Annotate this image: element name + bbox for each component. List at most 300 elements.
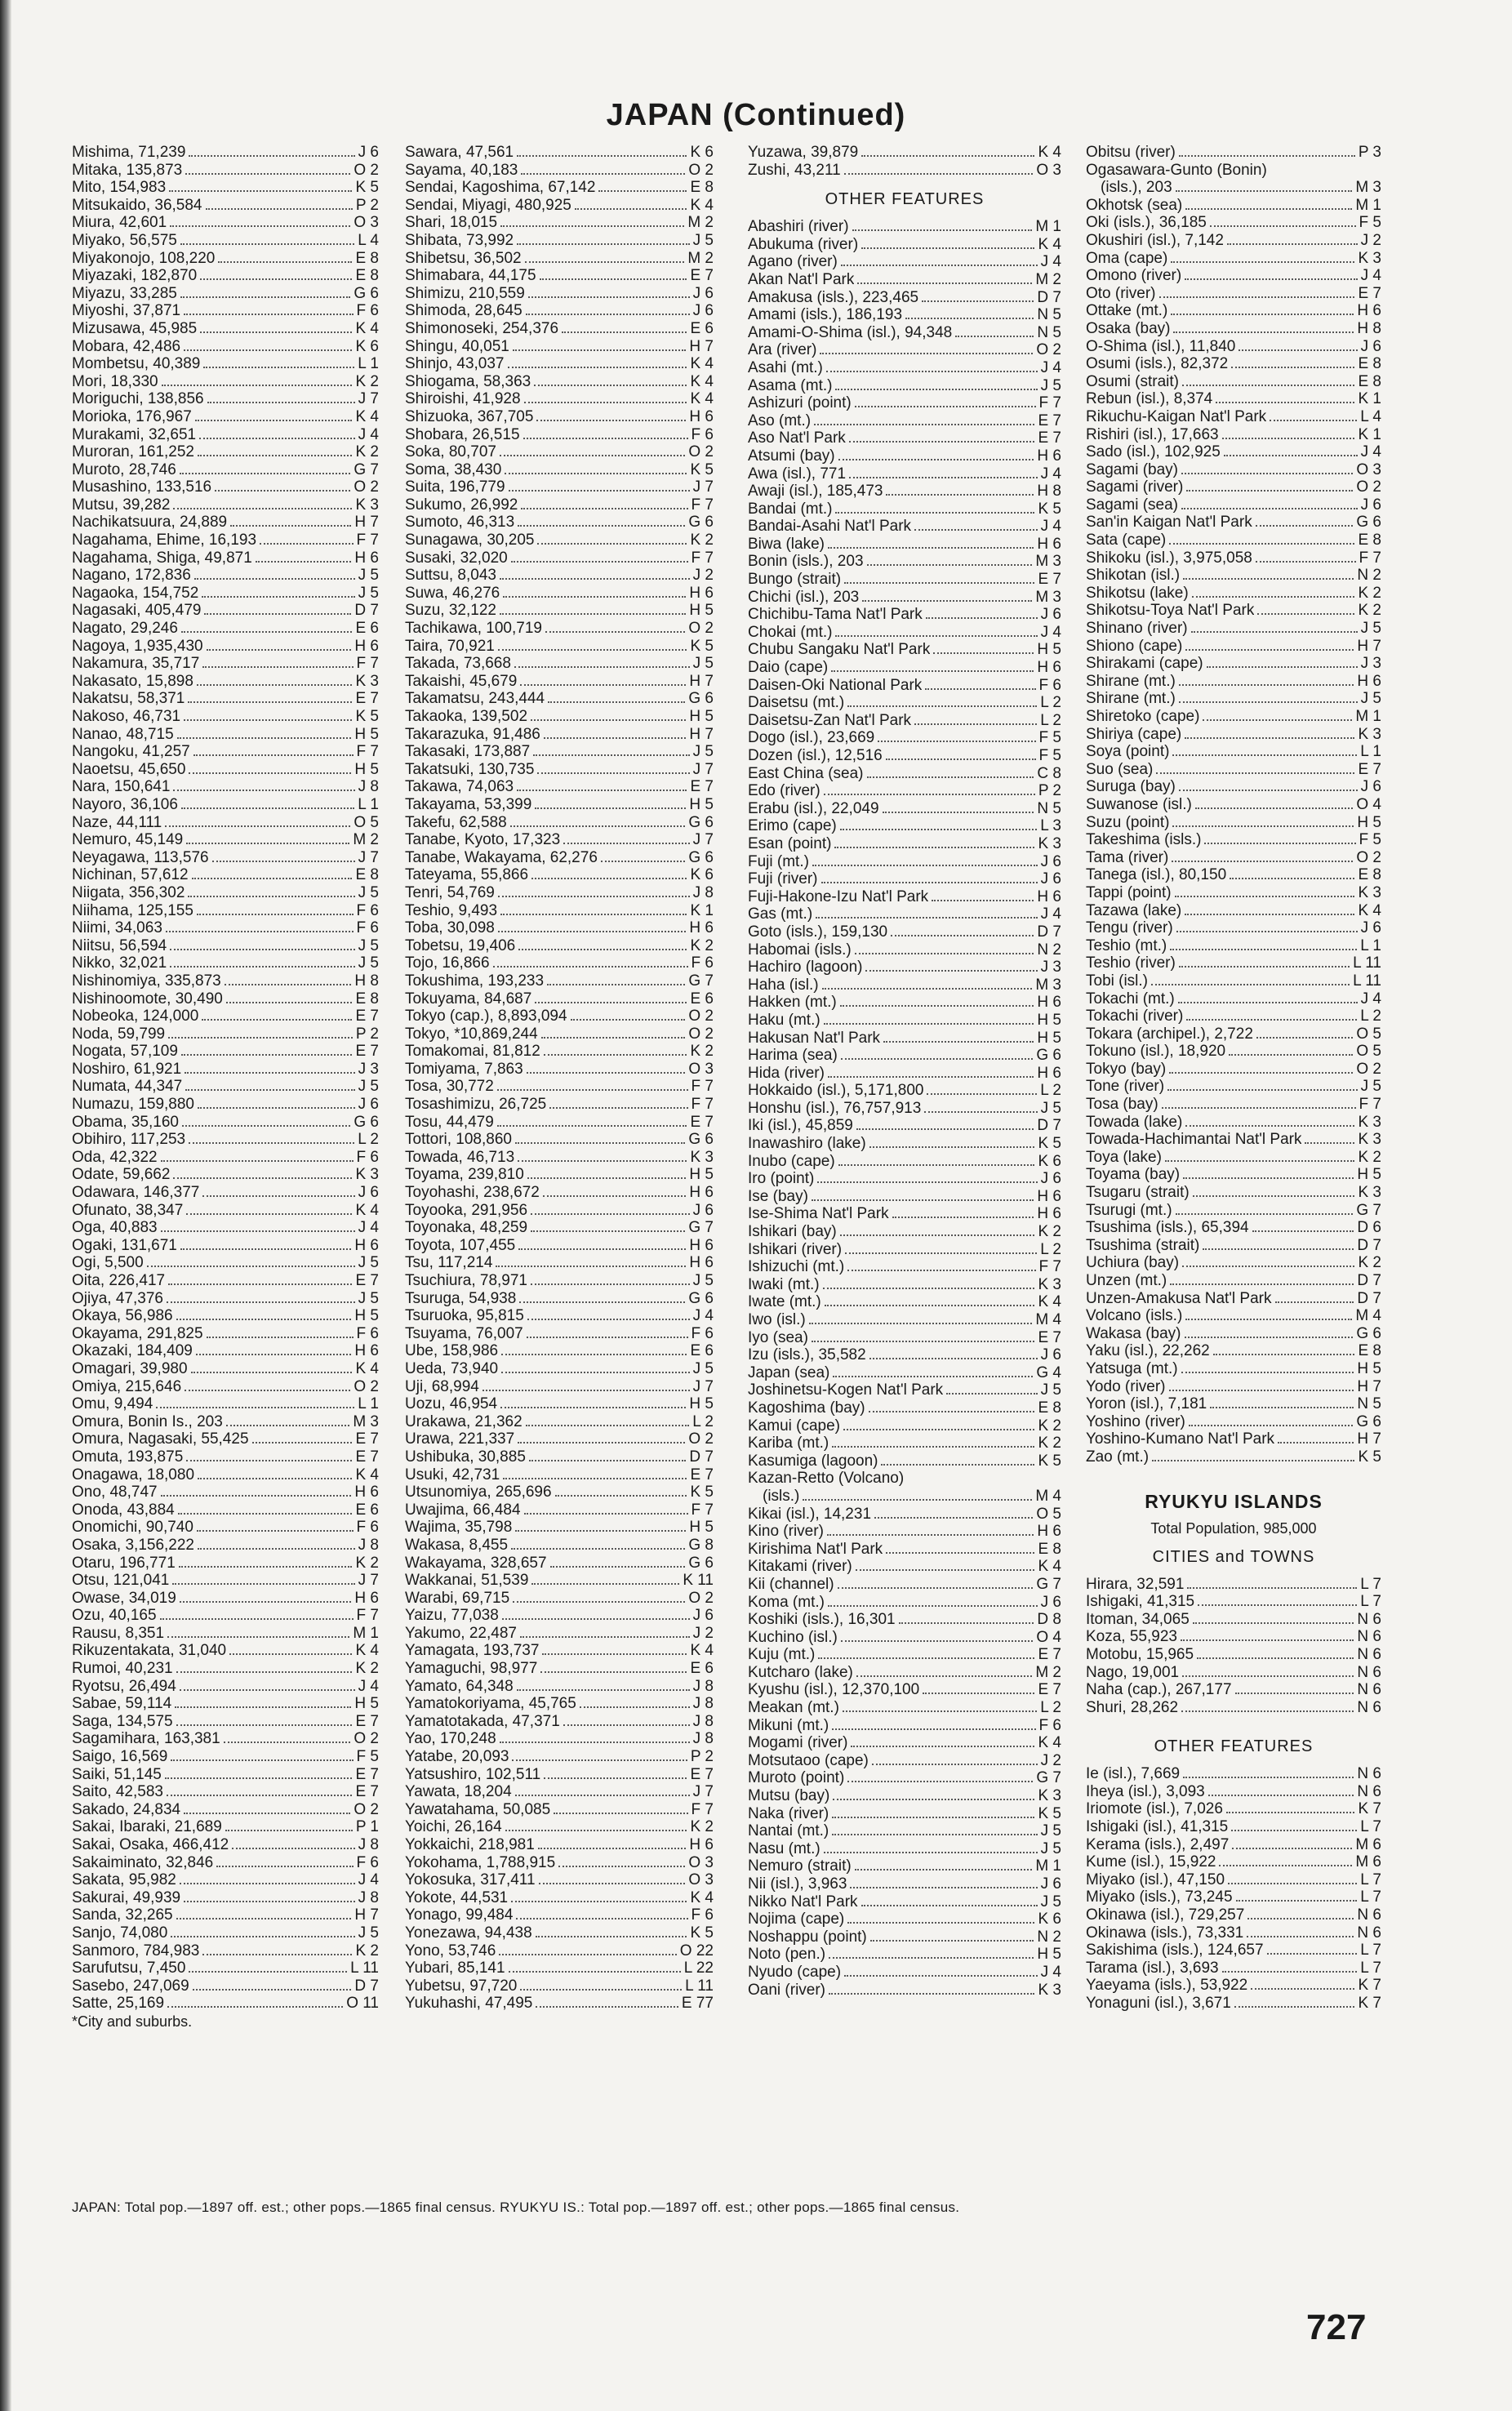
grid-reference: L 1 <box>358 1395 379 1413</box>
entry-name: Odate, 59,662 <box>72 1166 171 1184</box>
leader-dots <box>165 1777 353 1779</box>
index-entry <box>72 232 379 250</box>
entry-name: Ushibuka, 30,885 <box>405 1448 526 1466</box>
grid-reference: E 8 <box>355 267 379 285</box>
leader-dots <box>260 543 354 545</box>
grid-reference: H 5 <box>689 1395 714 1413</box>
entry-name: Mitaka, 135,873 <box>72 161 183 179</box>
index-entry <box>72 972 379 990</box>
leader-dots <box>1192 596 1355 598</box>
grid-reference: L 1 <box>1360 743 1381 761</box>
leader-dots <box>180 296 351 298</box>
leader-dots <box>1189 1425 1354 1426</box>
entry-name: Zushi, 43,211 <box>748 161 841 179</box>
entry-name: Hirara, 32,591 <box>1086 1575 1185 1593</box>
entry-name: Satte, 25,169 <box>72 1995 165 2013</box>
entry-name: Yoshino-Kumano Nat'l Park <box>1086 1430 1275 1448</box>
leader-dots <box>521 173 685 175</box>
index-entry <box>1086 549 1381 567</box>
index-entry <box>72 1748 379 1766</box>
grid-reference: D 7 <box>1357 1236 1381 1254</box>
leader-dots <box>1181 1372 1354 1373</box>
grid-reference: N 2 <box>1357 567 1381 585</box>
entry-name: Nagaoka, 154,752 <box>72 584 199 602</box>
index-entry <box>1086 814 1381 832</box>
leader-dots <box>207 649 352 651</box>
index-entry <box>405 1395 714 1413</box>
index-entry <box>748 1082 1061 1100</box>
index-entry <box>748 1752 1061 1770</box>
leader-dots <box>500 578 690 580</box>
entry-name: Takaoka, 139,502 <box>405 708 528 725</box>
entry-name: Utsunomiya, 265,696 <box>405 1484 552 1501</box>
leader-dots <box>535 1002 687 1003</box>
index-entry <box>72 814 379 832</box>
index-entry <box>748 1611 1061 1629</box>
leader-dots <box>537 772 689 774</box>
index-entry <box>405 1025 714 1043</box>
entry-name: Shiroishi, 41,928 <box>405 390 521 408</box>
grid-reference: F 6 <box>356 919 379 937</box>
index-entry <box>1086 320 1381 338</box>
entry-name: Agano (river) <box>748 253 838 271</box>
grid-reference: H 6 <box>1037 1523 1061 1541</box>
leader-dots <box>1170 1283 1354 1285</box>
entry-name: Okinawa (isl.), 729,257 <box>1086 1906 1245 1924</box>
leader-dots <box>832 1728 1035 1730</box>
index-entry <box>748 729 1061 747</box>
grid-reference: H 6 <box>689 1836 714 1853</box>
index-entry <box>1086 478 1381 496</box>
grid-reference: L 7 <box>1360 1888 1381 1906</box>
grid-reference: H 6 <box>1037 1205 1061 1223</box>
grid-reference: O 3 <box>1356 460 1381 478</box>
entry-name: Hachiro (lagoon) <box>748 959 863 976</box>
index-entry <box>1086 1888 1381 1906</box>
leader-dots <box>161 1230 355 1232</box>
entry-name: Teshio (mt.) <box>1086 936 1167 954</box>
grid-reference: L 7 <box>1360 1959 1381 1977</box>
leader-dots <box>840 829 1038 830</box>
leader-dots <box>549 1107 687 1109</box>
leader-dots <box>1208 1795 1354 1796</box>
leader-dots <box>517 155 687 157</box>
index-entry <box>1086 232 1381 250</box>
index-entry <box>748 1576 1061 1594</box>
entry-name: Tsushima (isls.), 65,394 <box>1086 1219 1249 1237</box>
entry-name: (isls.) <box>763 1487 800 1505</box>
grid-reference: K 5 <box>1038 500 1061 518</box>
entry-name: Nii (isl.), 3,963 <box>748 1875 847 1893</box>
index-entry <box>1086 1836 1381 1854</box>
index-entry <box>748 905 1061 923</box>
grid-reference: K 7 <box>1358 1977 1381 1995</box>
entry-name: Nantai (mt.) <box>748 1822 829 1840</box>
index-entry <box>405 302 714 320</box>
entry-name: O-Shima (isl.), 11,840 <box>1086 337 1236 355</box>
entry-name: Tokyo (bay) <box>1086 1060 1167 1078</box>
entry-name: Shimabara, 44,175 <box>405 267 536 285</box>
entry-name: Edo (river) <box>748 782 820 800</box>
leader-dots <box>147 1266 355 1267</box>
grid-reference: L 2 <box>1040 1082 1061 1100</box>
grid-reference: M 1 <box>353 1624 379 1642</box>
leader-dots <box>518 1248 686 1250</box>
entry-name: Ishikari (river) <box>748 1240 843 1258</box>
index-entry <box>72 1096 379 1114</box>
entry-name: Miyako (isls.), 73,245 <box>1086 1888 1233 1906</box>
grid-reference: F 7 <box>356 743 379 761</box>
grid-reference: J 5 <box>1360 690 1381 708</box>
index-entry <box>405 1836 714 1854</box>
grid-reference: L 11 <box>1353 972 1381 990</box>
grid-reference: D 7 <box>1037 923 1061 941</box>
leader-dots <box>167 1636 349 1638</box>
grid-reference: N 6 <box>1357 1924 1381 1942</box>
index-entry <box>1086 1818 1381 1836</box>
grid-reference: O 11 <box>346 1995 379 2013</box>
leader-dots <box>1172 825 1354 827</box>
index-column-2 <box>405 144 714 2013</box>
grid-reference: K 5 <box>1038 1452 1061 1470</box>
leader-dots <box>1230 878 1354 879</box>
index-entry <box>1086 1448 1381 1466</box>
grid-reference: K 4 <box>355 1359 379 1377</box>
grid-reference: F 6 <box>356 1519 379 1537</box>
index-entry <box>405 673 714 691</box>
grid-reference: L 11 <box>685 1977 714 1995</box>
index-entry <box>405 1519 714 1537</box>
index-entry <box>1086 355 1381 373</box>
index-entry <box>1086 1096 1381 1114</box>
index-entry <box>405 954 714 972</box>
entry-name: Takarazuka, 91,486 <box>405 725 540 743</box>
index-entry <box>72 1360 379 1378</box>
grid-reference: O 2 <box>688 620 714 638</box>
index-entry <box>405 1237 714 1255</box>
index-entry <box>748 941 1061 959</box>
entry-name: Yubetsu, 97,720 <box>405 1977 518 1995</box>
index-entry <box>1086 1995 1381 2013</box>
grid-reference: M 3 <box>1035 976 1061 994</box>
index-entry <box>405 796 714 814</box>
leader-dots <box>803 1499 1032 1501</box>
index-entry <box>72 919 379 937</box>
grid-reference: N 6 <box>1357 1906 1381 1924</box>
grid-reference: M 2 <box>1035 1663 1061 1681</box>
grid-reference: K 4 <box>690 196 714 214</box>
leader-dots <box>814 424 1034 425</box>
grid-reference: E 8 <box>1358 1342 1381 1360</box>
leader-dots <box>536 1936 687 1937</box>
index-entry <box>748 1311 1061 1329</box>
index-entry <box>1086 1325 1381 1343</box>
leader-dots <box>1178 1002 1358 1003</box>
leader-dots <box>188 896 354 897</box>
index-entry <box>72 1484 379 1501</box>
entry-name: Tokara (archipel.), 2,722 <box>1086 1025 1253 1043</box>
grid-reference: H 6 <box>689 1254 714 1272</box>
grid-reference: L 7 <box>1360 1818 1381 1836</box>
leader-dots <box>1210 1407 1354 1408</box>
leader-dots <box>869 1411 1035 1412</box>
other-features-header: OTHER FEATURES <box>825 190 985 209</box>
grid-reference: H 5 <box>354 760 379 778</box>
index-entry <box>405 496 714 514</box>
index-entry <box>1086 1254 1381 1272</box>
grid-reference: F 7 <box>691 1501 714 1519</box>
entry-name: Tsuruga, 54,938 <box>405 1289 517 1307</box>
grid-reference: E 8 <box>1038 1399 1061 1417</box>
entry-name: East China (sea) <box>748 764 864 782</box>
grid-reference: O 22 <box>679 1942 714 1959</box>
grid-reference: N 2 <box>1037 941 1061 959</box>
grid-reference: M 1 <box>1355 708 1381 725</box>
entry-name: Nemuro (strait) <box>748 1857 852 1875</box>
entry-name: Shari, 18,015 <box>405 214 498 232</box>
grid-reference: J 6 <box>1040 1875 1061 1893</box>
grid-reference: O 2 <box>688 443 714 461</box>
entry-name: Niimi, 34,063 <box>72 919 162 937</box>
index-entry <box>72 1854 379 1872</box>
index-entry <box>72 1413 379 1431</box>
entry-name: Tanabe, Wakayama, 62,276 <box>405 848 598 866</box>
grid-reference: J 3 <box>1360 655 1381 673</box>
leader-dots <box>828 547 1034 549</box>
grid-reference: F 6 <box>356 1148 379 1166</box>
grid-reference: K 3 <box>1038 1981 1061 1999</box>
leader-dots <box>843 1429 1034 1430</box>
leader-dots <box>170 966 354 968</box>
entry-name: Muroran, 161,252 <box>72 443 194 461</box>
leader-dots <box>500 914 687 915</box>
leader-dots <box>175 1706 351 1708</box>
index-entry <box>748 1734 1061 1752</box>
leader-dots <box>926 617 1038 619</box>
index-entry <box>405 814 714 832</box>
leader-dots <box>1181 508 1358 509</box>
leader-dots <box>180 1601 352 1603</box>
grid-reference: K 1 <box>1358 425 1381 443</box>
grid-reference: N 5 <box>1037 799 1061 817</box>
leader-dots <box>571 1019 686 1021</box>
index-entry <box>405 250 714 268</box>
entry-name: Toyooka, 291,956 <box>405 1201 528 1219</box>
entry-name: Iwate (mt.) <box>748 1293 821 1311</box>
grid-reference: H 6 <box>689 584 714 602</box>
leader-dots <box>515 1530 686 1532</box>
leader-dots <box>1267 1953 1358 1955</box>
index-entry <box>1086 796 1381 814</box>
grid-reference: K 2 <box>355 443 379 461</box>
entry-name: Tone (river) <box>1086 1078 1165 1096</box>
entry-name: Tobetsu, 19,406 <box>405 936 516 954</box>
grid-reference: E 77 <box>681 1995 714 2013</box>
leader-dots <box>176 1319 352 1320</box>
leader-dots <box>167 1301 355 1303</box>
leader-dots <box>198 455 352 456</box>
entry-name: Saigo, 16,569 <box>72 1748 168 1766</box>
entry-name: Okhotsk (sea) <box>1086 196 1183 214</box>
grid-reference: D 7 <box>354 602 379 620</box>
leader-dots <box>528 296 690 298</box>
leader-dots <box>203 367 354 368</box>
leader-dots <box>519 1301 685 1303</box>
entry-name: Toba, 30,098 <box>405 919 495 937</box>
entry-name: Toya (lake) <box>1086 1148 1162 1166</box>
grid-reference: J 5 <box>358 1254 379 1272</box>
grid-reference: K 4 <box>355 1642 379 1660</box>
entry-name: Tokachi (mt.) <box>1086 990 1175 1008</box>
leader-dots <box>1305 1142 1354 1144</box>
entry-name: Nachikatsuura, 24,889 <box>72 514 228 532</box>
grid-reference: D 8 <box>1037 1611 1061 1629</box>
index-entry <box>748 782 1061 800</box>
grid-reference: J 6 <box>358 1096 379 1114</box>
index-entry <box>405 778 714 796</box>
leader-dots <box>816 917 1037 919</box>
index-entry <box>748 306 1061 324</box>
index-entry <box>748 1452 1061 1470</box>
index-entry <box>72 1307 379 1325</box>
leader-dots <box>849 441 1035 443</box>
entry-name: Oda, 42,322 <box>72 1148 158 1166</box>
grid-reference: N 5 <box>1037 306 1061 324</box>
index-entry <box>405 267 714 285</box>
leader-dots <box>834 847 1034 848</box>
grid-reference: E 7 <box>1038 1328 1061 1346</box>
index-entry <box>405 1818 714 1836</box>
index-entry <box>72 302 379 320</box>
entry-name: Rumoi, 40,231 <box>72 1660 173 1678</box>
entry-name: Nagano, 172,836 <box>72 567 191 585</box>
index-entry <box>1086 1008 1381 1025</box>
grid-reference: O 2 <box>688 1589 714 1607</box>
entry-name: Zao (mt.) <box>1086 1448 1150 1466</box>
entry-name: Nanao, 48,715 <box>72 725 174 743</box>
grid-reference: J 6 <box>358 1184 379 1202</box>
leader-dots <box>820 353 1033 354</box>
leader-dots <box>1176 1213 1354 1215</box>
leader-dots <box>856 1569 1035 1571</box>
leader-dots <box>558 1866 685 1867</box>
entry-name: Ube, 158,986 <box>405 1342 499 1360</box>
grid-reference: O 2 <box>688 1430 714 1448</box>
leader-dots <box>184 719 352 721</box>
grid-reference: K 3 <box>1358 1131 1381 1149</box>
grid-reference: O 5 <box>1356 1025 1381 1043</box>
index-entry <box>405 743 714 761</box>
entry-name: Toyonaka, 48,259 <box>405 1219 528 1237</box>
entry-name: Rikuzentakata, 31,040 <box>72 1642 227 1660</box>
entry-name: Yawatahama, 50,085 <box>405 1800 551 1818</box>
grid-reference: H 5 <box>1037 641 1061 659</box>
grid-reference: L 7 <box>1360 1593 1381 1611</box>
index-entry <box>72 1501 379 1519</box>
index-entry <box>405 1801 714 1819</box>
leader-dots <box>1252 1230 1354 1232</box>
grid-reference: K 2 <box>690 532 714 549</box>
leader-dots <box>841 1058 1034 1060</box>
grid-reference: K 4 <box>355 1201 379 1219</box>
leader-dots <box>828 1605 1038 1607</box>
leader-dots <box>511 1901 687 1902</box>
leader-dots <box>1204 843 1355 844</box>
leader-dots <box>197 914 354 915</box>
entry-name: Omura, Bonin Is., 203 <box>72 1412 223 1430</box>
entry-name: Gas (mt.) <box>748 905 813 923</box>
leader-dots <box>531 1283 690 1285</box>
grid-reference: K 3 <box>1038 834 1061 852</box>
leader-dots <box>1232 1848 1352 1849</box>
grid-reference: K 2 <box>690 936 714 954</box>
index-entry <box>405 461 714 479</box>
grid-reference: K 4 <box>690 1888 714 1906</box>
index-entry <box>748 1769 1061 1787</box>
grid-reference: E 7 <box>690 267 714 285</box>
leader-dots <box>503 596 686 598</box>
leader-dots <box>1203 1248 1354 1250</box>
index-entry <box>748 500 1061 518</box>
grid-reference: J 4 <box>1040 905 1061 923</box>
entry-name: Erimo (cape) <box>748 817 837 835</box>
entry-name: Koza, 55,923 <box>1086 1628 1177 1646</box>
grid-reference: J 6 <box>1040 1346 1061 1364</box>
entry-name: Ise-Shima Nat'l Park <box>748 1205 889 1223</box>
entry-name: Yonago, 99,484 <box>405 1906 514 1924</box>
leader-dots <box>824 1023 1034 1025</box>
leader-dots <box>856 1128 1034 1130</box>
leader-dots <box>179 1566 353 1568</box>
index-entry <box>72 902 379 920</box>
leader-dots <box>170 225 350 227</box>
index-entry <box>72 461 379 479</box>
leader-dots <box>1182 385 1354 386</box>
leader-dots <box>849 477 1038 478</box>
index-entry <box>1086 267 1381 285</box>
grid-reference: K 1 <box>690 901 714 919</box>
grid-reference: F 6 <box>356 1853 379 1871</box>
entry-name: Shimonoseki, 254,376 <box>405 319 559 337</box>
entry-name: Shirakami (cape) <box>1086 655 1203 673</box>
grid-reference: L 7 <box>1360 1942 1381 1959</box>
index-entry <box>405 1272 714 1290</box>
grid-reference: N 6 <box>1357 1782 1381 1800</box>
grid-reference: G 6 <box>1036 1047 1061 1065</box>
leader-dots <box>197 684 353 686</box>
grid-reference: N 6 <box>1357 1765 1381 1783</box>
grid-reference: K 2 <box>1038 1223 1061 1241</box>
leader-dots <box>826 371 1038 372</box>
grid-reference: E 7 <box>355 690 379 708</box>
leader-dots <box>869 1146 1035 1148</box>
leader-dots <box>171 1936 354 1937</box>
grid-reference: K 3 <box>1038 1275 1061 1293</box>
leader-dots <box>226 1002 353 1003</box>
index-entry <box>1086 1430 1381 1448</box>
index-entry <box>748 1188 1061 1206</box>
entry-name: Bungo (strait) <box>748 571 842 589</box>
index-entry <box>1086 1202 1381 1220</box>
index-entry <box>748 1982 1061 2000</box>
leader-dots <box>527 1072 686 1074</box>
leader-dots <box>518 1442 685 1443</box>
grid-reference: H 6 <box>1037 535 1061 553</box>
index-entry <box>748 853 1061 871</box>
grid-reference: F 7 <box>691 1800 714 1818</box>
entry-name: Yoichi, 26,164 <box>405 1818 502 1836</box>
entry-name: Rebun (isl.), 8,374 <box>1086 390 1213 408</box>
